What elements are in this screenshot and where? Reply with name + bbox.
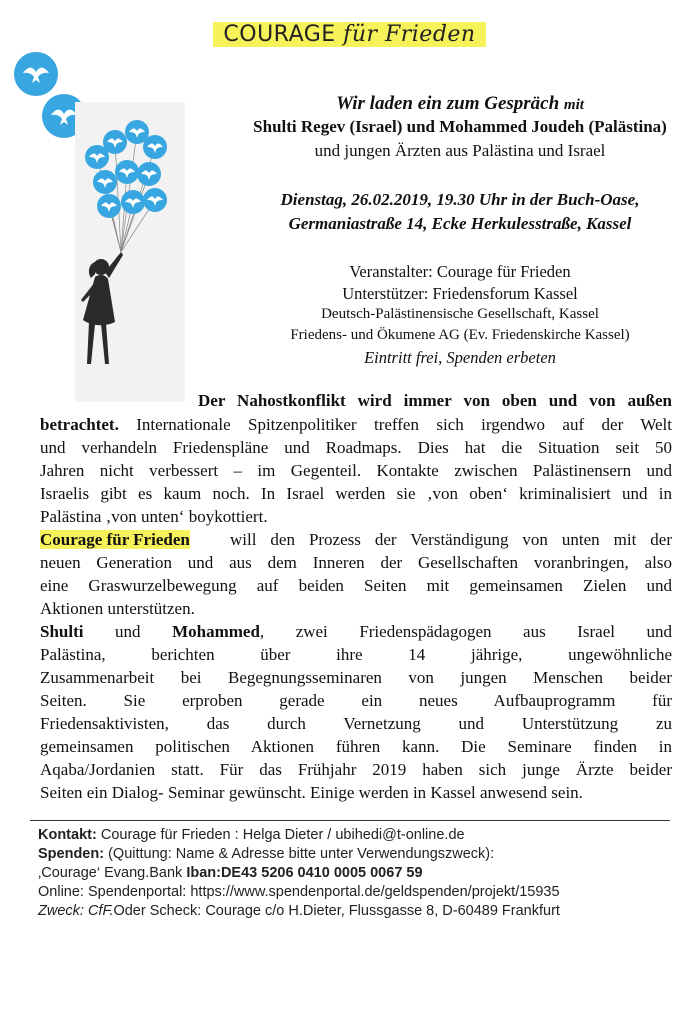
body-line: gemeinsamen politischen Aktionen führen kann. Die Seminare finden in bbox=[40, 737, 672, 756]
guest-names: Shulti Regev (Israel) und Mohammed Joudeh (Palästina) bbox=[253, 117, 667, 136]
lead-heading: Der Nahostkonflikt wird immer von oben und von außen bbox=[198, 391, 672, 410]
body-line: Friedensaktivisten, das durch Vernetzung und Unterstützung zu bbox=[40, 714, 672, 733]
body-line: eine Graswurzelbewegung auf beiden Seiten mit gemeinsamen Zielen und bbox=[40, 576, 672, 595]
courage-highlight: Courage für Frieden bbox=[40, 530, 190, 549]
body-line: und verhandeln Friedenspläne und Roadmaps. Dies hat die Situation seit 50 bbox=[40, 438, 672, 457]
body-line: will den Prozess der Verständigung von unten mit der bbox=[230, 530, 672, 549]
balloon-girl-graphic bbox=[75, 102, 185, 402]
body-line: neuen Generation und aus dem Inneren der Gesellschaften voranbringen, also bbox=[40, 553, 672, 572]
balloon-girl-illustration bbox=[75, 102, 185, 402]
event-address: Germaniastraße 14, Ecke Herkulesstraße, Kassel bbox=[288, 214, 632, 233]
body-line: Aktionen unterstützen. bbox=[40, 599, 195, 618]
supporter-line: Unterstützer: Friedensforum Kassel bbox=[342, 284, 578, 303]
body-line: Palästina ‚von unten‘ boykottiert. bbox=[40, 507, 268, 526]
entry-note: Eintritt frei, Spenden erbeten bbox=[364, 348, 556, 367]
purpose-line: Zweck: CfF.Oder Scheck: Courage c/o H.Dieter, Flussgasse 8, D-60489 Frankfurt bbox=[38, 903, 560, 919]
body-line: Seiten ein Dialog- Seminar gewünscht. Einige werden in Kassel anwesend sein. bbox=[40, 783, 583, 802]
body-line: Israelis gibt es kaum noch. In Israel werden sie ‚von oben‘ kriminalisiert und in bbox=[40, 484, 672, 503]
invitation-title: Wir laden ein zum Gespräch mit bbox=[336, 93, 584, 114]
body-line: Aqaba/Jordanien statt. Für das Frühjahr 2019 haben sich junge Ärzte beider bbox=[40, 760, 672, 779]
event-date: Dienstag, 26.02.2019, 19.30 Uhr in der Buch-Oase, bbox=[280, 190, 640, 209]
body-line: Palästina, berichten über ihre 14 jährige, ungewöhnliche bbox=[40, 645, 672, 664]
bank-line: ‚Courage‘ Evang.Bank Iban:DE43 5206 0410 0005 0067 59 bbox=[38, 865, 423, 881]
donation-line: Spenden: (Quittung: Name & Adresse bitte unter Verwendungszweck): bbox=[38, 846, 495, 862]
supporter-line-3: Friedens- und Ökumene AG (Ev. Friedenskirche Kassel) bbox=[290, 327, 630, 343]
body-line: Seiten. Sie erproben gerade ein neues Aufbauprogramm für bbox=[40, 691, 672, 710]
contact-line: Kontakt: Courage für Frieden : Helga Dieter / ubihedi@t-online.de bbox=[38, 827, 465, 843]
body-line: Shulti und Mohammed, zwei Friedenspädagogen aus Israel und bbox=[40, 622, 673, 641]
title-highlight: COURAGE für Frieden bbox=[213, 22, 485, 47]
page-title bbox=[0, 22, 699, 47]
invitation-subtitle: und jungen Ärzten aus Palästina und Israel bbox=[314, 141, 606, 160]
body-line: Jahren nicht verbessert – im Gegenteil. Kontakte zwischen Palästinensern und bbox=[40, 461, 672, 480]
supporter-line-2: Deutsch-Palästinensische Gesellschaft, Kassel bbox=[321, 306, 599, 322]
donation-portal-link[interactable]: Online: Spendenportal: https://www.spendenportal.de/geldspenden/projekt/15935 bbox=[38, 884, 560, 900]
iban: Iban:DE43 5206 0410 0005 0067 59 bbox=[186, 865, 423, 881]
body-line: Zusammenarbeit bei Begegnungsseminaren von jungen Menschen beider bbox=[40, 668, 672, 687]
organizer-line: Veranstalter: Courage für Frieden bbox=[349, 262, 571, 281]
footer-divider bbox=[30, 820, 670, 821]
body-line: betrachtet. Internationale Spitzenpolitiker treffen sich irgendwo auf der Welt bbox=[40, 415, 672, 434]
dove-icon bbox=[14, 52, 58, 96]
